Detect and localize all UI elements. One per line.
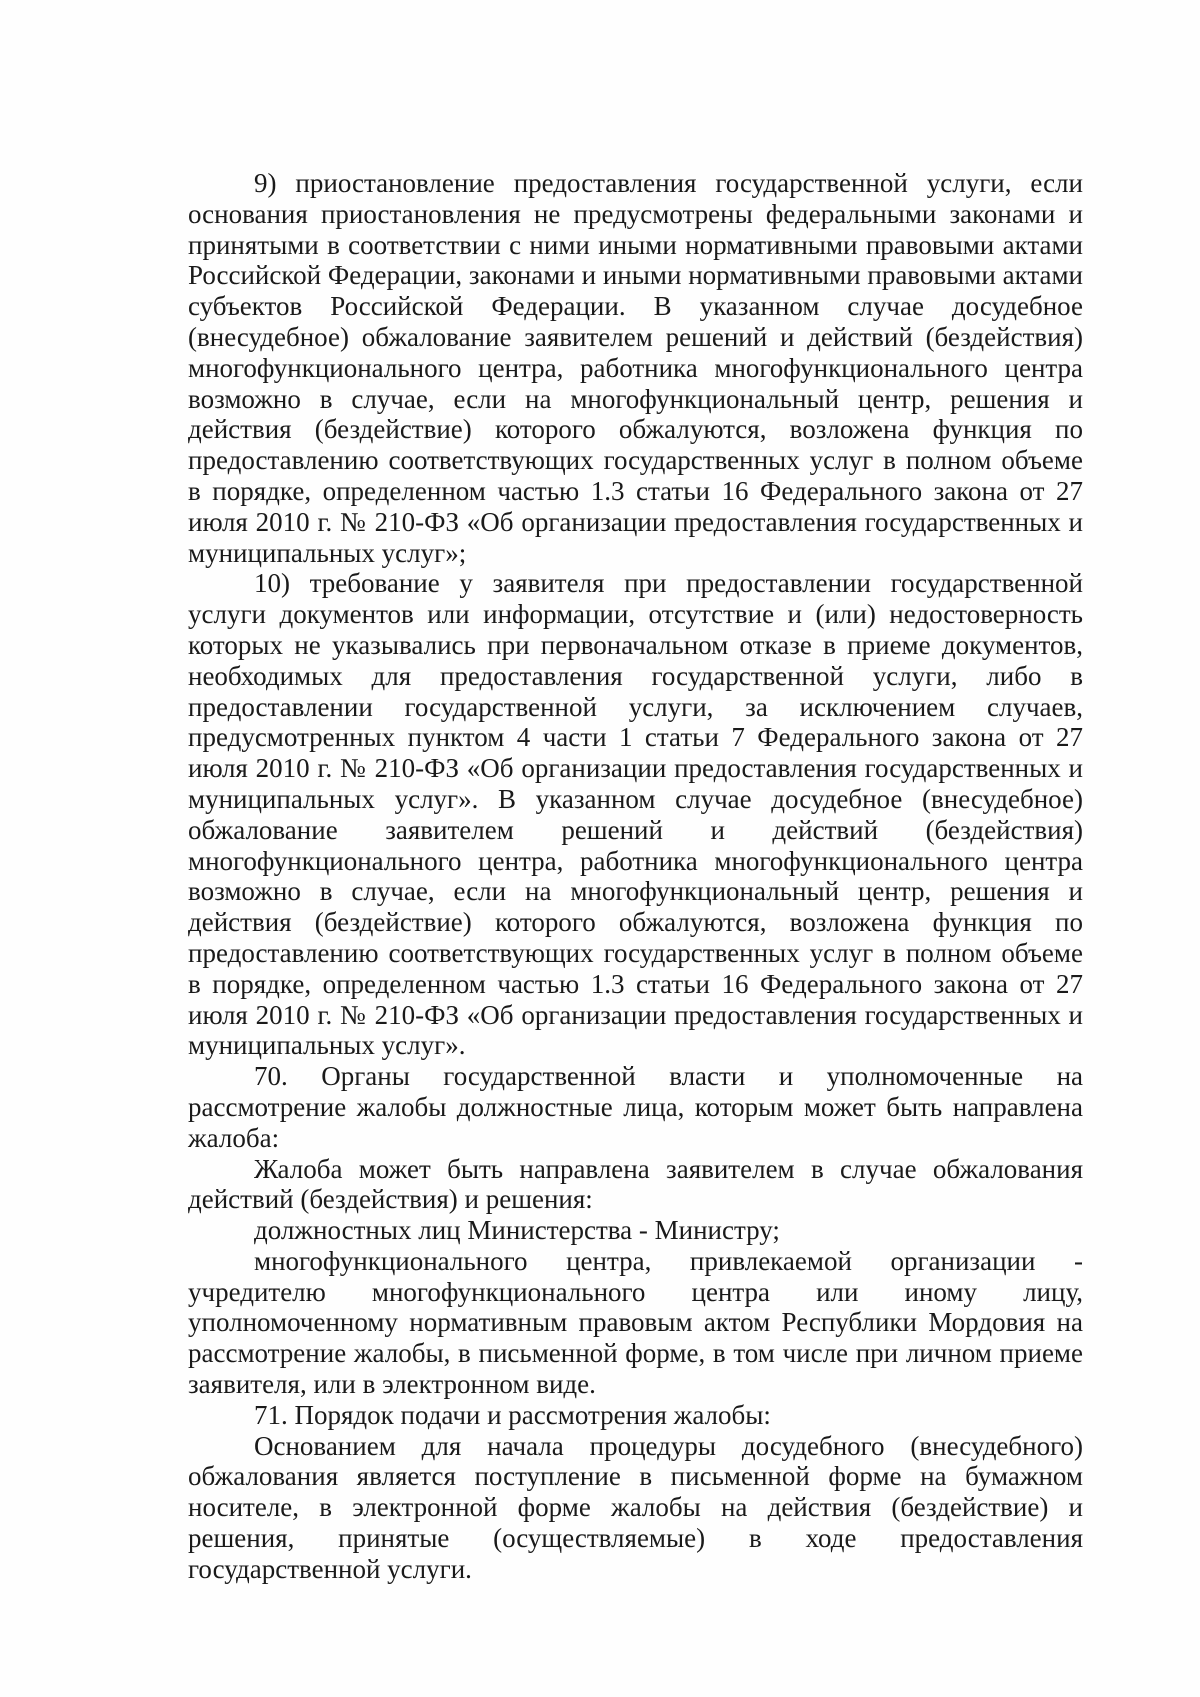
paragraph-grounds: Основанием для начала процедуры досудебного (внесудебного) обжалования является поступление в письменной форме на бумажном носителе, в электронной форме жалобы на действия (бездействие) и решения, принятые (осуществляемые) в ходе предоставления государственной услуги. xyxy=(188,1430,1083,1584)
paragraph-complaint-scope: Жалоба может быть направлена заявителем в случае обжалования действий (бездействия) и решения: xyxy=(188,1153,1083,1215)
paragraph-ministry-officials: должностных лиц Министерства - Министру; xyxy=(254,1215,780,1246)
paragraph-item-10: 10) требование у заявителя при предоставлении государственной услуги документов или информации, отсутствие и (или) недостоверность которых не указывались при первоначальном отказе в приеме документов, необходимых для предоставления государственной услуги, либо в предоставлении государственной услуги, за исключением случаев, предусмотренных пунктом 4 части 1 статьи 7 Федерального закона от 27 июля 2010 г. № 210-ФЗ «Об организации предоставления государственных и муниципальных услуг». В указанном случае досудебное (внесудебное) обжалование заявителем решений и действий (бездействия) многофункционального центра, работника многофункционального центра возможно в случае, если на многофункциональный центр, решения и действия (бездействие) которого обжалуются, возложена функция по предоставлению соответствующих государственных услуг в полном объеме в порядке, определенном частью 1.3 статьи 16 Федерального закона от 27 июля 2010 г. № 210-ФЗ «Об организации предоставления государственных и муниципальных услуг». xyxy=(188,568,1083,1061)
paragraph-item-9: 9) приостановление предоставления государственной услуги, если основания приостановления не предусмотрены федеральными законами и принятыми в соответствии с ними иными нормативными правовыми актами Российской Федерации, законами и иными нормативными правовыми актами субъектов Российской Федерации. В указанном случае досудебное (внесудебное) обжалование заявителем решений и действий (бездействия) многофункционального центра, работника многофункционального центра возможно в случае, если на многофункциональный центр, решения и действия (бездействие) которого обжалуются, возложена функция по предоставлению соответствующих государственных услуг в полном объеме в порядке, определенном частью 1.3 статьи 16 Федерального закона от 27 июля 2010 г. № 210-ФЗ «Об организации предоставления государственных и муниципальных услуг»; xyxy=(188,168,1083,568)
paragraph-mfc: многофункционального центра, привлекаемой организации - учредителю многофункционального центра или иному лицу, уполномоченному нормативным правовым актом Республики Мордовия на рассмотрение жалобы, в письменной форме, в том числе при личном приеме заявителя, или в электронном виде. xyxy=(188,1245,1083,1400)
document-body xyxy=(188,168,1083,1585)
paragraph-section-71: 71. Порядок подачи и рассмотрения жалобы: xyxy=(254,1399,771,1430)
paragraph-section-70: 70. Органы государственной власти и уполномоченные на рассмотрение жалобы должностные лица, которым может быть направлена жалоба: xyxy=(188,1061,1083,1153)
